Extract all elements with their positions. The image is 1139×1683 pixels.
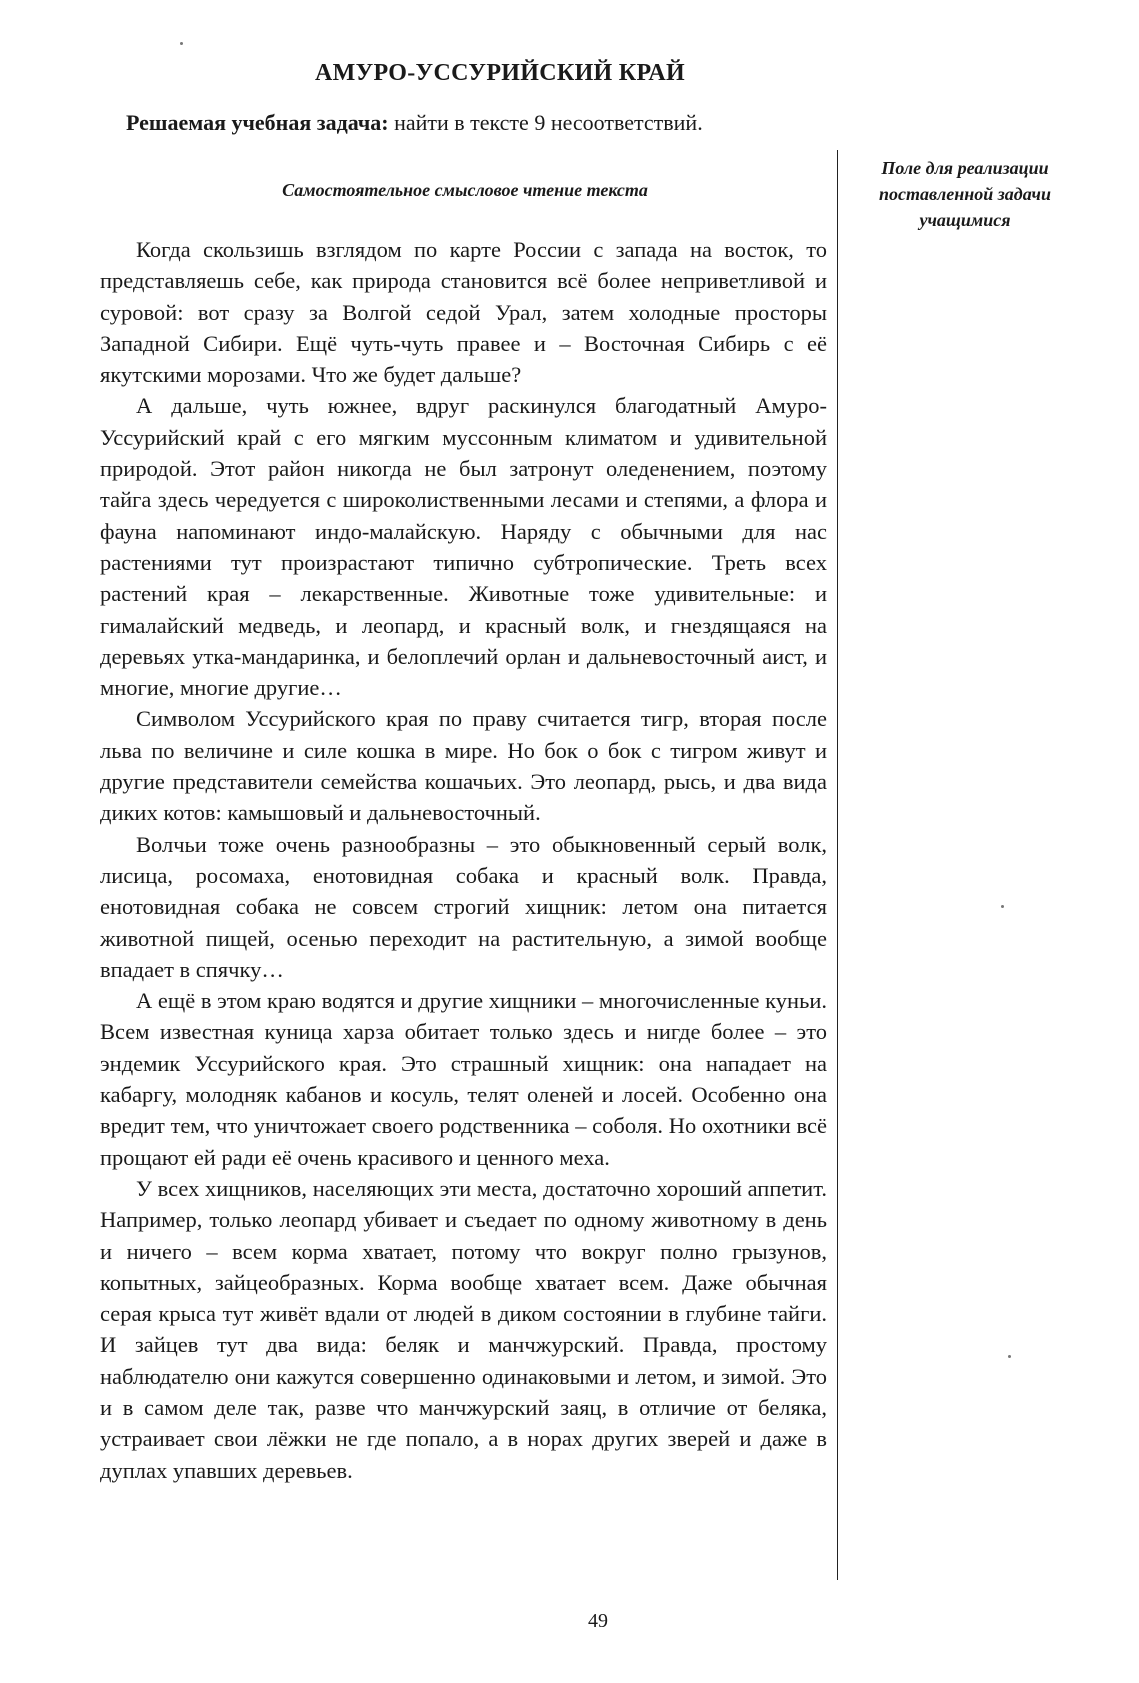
scan-speck [1001, 905, 1004, 908]
paragraph: Символом Уссурийского края по праву считается тигр, вторая после льва по величине и силе кошка в мире. Но бок о бок с тигром живут и другие представители семейства кошачьих. Это леопард, рысь, и два вида диких котов: камышовый и дальневосточный. [100, 706, 827, 826]
paragraph: Волчьи тоже очень разнообразны – это обыкновенный серый волк, лисица, росомаха, енотовидная собака и красный волк. Правда, енотовидная собака не совсем строгий хищник: летом она питается животной пищей, осенью переходит на растительную, а зимой вообще впадает в спячку… [100, 831, 827, 982]
scan-speck [1008, 1355, 1011, 1358]
margin-note: Поле для реализации поставленной задачи учащимися [879, 158, 1051, 230]
task-label: Решаемая учебная задача: [126, 110, 389, 135]
paragraph: Когда скользишь взглядом по карте России с запада на восток, то представляешь себе, как природа становится всё более неприветливой и суровой: вот сразу за Волгой седой Урал, затем холодные просторы Западной Сибири. Ещё чуть-чуть правее и – Восточная Сибирь с её якутскими морозами. Что же будет дальше? [100, 237, 827, 388]
task-text: найти в тексте 9 несоответствий. [388, 110, 703, 135]
column-divider [837, 150, 838, 1580]
page-number: 49 [588, 1610, 608, 1632]
paragraph: А дальше, чуть южнее, вдруг раскинулся благодатный Амуро-Уссурийский край с его мягким муссонным климатом и удивительной природой. Этот район никогда не был затронут оледенением, поэтому тайга здесь чередуется с широколиственными лесами и степями, а флора и фауна напоминают индо-малайскую. Наряду с обычными для нас растениями тут произрастают типично субтропические. Треть всех растений края – лекарственные. Животные тоже удивительные: и гималайский медведь, и леопард, и красный волк, и гнездящаяся на деревьях утка-мандаринка, и белоплечий орлан и дальневосточный аист, и многие, многие другие… [100, 393, 827, 701]
page-title: АМУРО-УССУРИЙСКИЙ КРАЙ [314, 60, 685, 86]
task-statement [126, 110, 703, 136]
scan-speck [180, 42, 183, 45]
paragraph: У всех хищников, населяющих эти места, достаточно хороший аппетит. Например, только леопард убивает и съедает по одному животному в день и ничего – всем корма хватает, потому что вокруг полно грызунов, копытных, зайцеобразных. Корма вообще хватает всем. Даже обычная серая крыса тут живёт вдали от людей в диком состоянии в глубине тайги. И зайцев тут два вида: беляк и манчжурский. Правда, простому наблюдателю они кажутся совершенно одинаковыми и летом, и зимой. Это и в самом деле так, разве что манчжурский заяц, в отличие от беляка, устраивает свои лёжки не где попало, а в норах других зверей и даже в дуплах упавших деревьев. [100, 1175, 827, 1483]
section-subheading: Самостоятельное смысловое чтение текста [282, 180, 648, 200]
paragraph: А ещё в этом краю водятся и другие хищники – многочисленные куньи. Всем известная куница харза обитает только здесь и нигде более – это эндемик Уссурийского края. Это страшный хищник: она нападает на кабаргу, молодняк кабанов и косуль, телят оленей и лосей. Особенно она вредит тем, что уничтожает своего родственника – соболя. Но охотники всё прощают ей ради её очень красивого и ценного меха. [100, 988, 827, 1170]
main-text [100, 234, 827, 1486]
